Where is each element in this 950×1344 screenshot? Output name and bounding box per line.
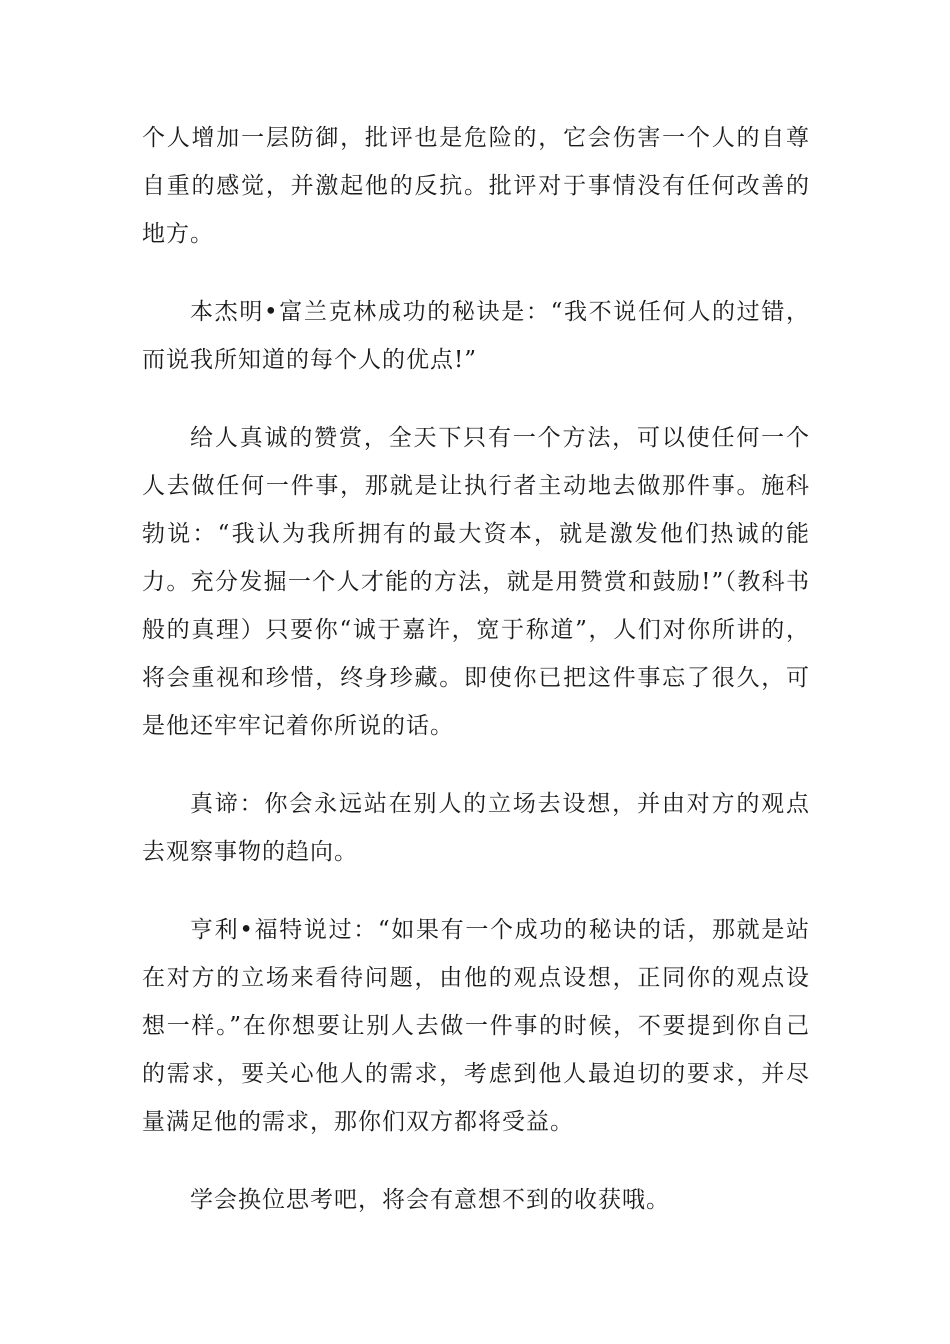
paragraph-ford-quote: 亨利•福特说过：“如果有一个成功的秘诀的话，那就是站在对方的立场来看待问题，由他的观点设想，正同你的观点设想一样。”在你想要让别人去做一件事的时候，不要提到你自己的需求，要关心他人的需求，考虑到他人最迫切的要求，并尽量满足他的需求，那你们双方都将受益。	[142, 917, 810, 1135]
paragraph-franklin-quote: 本杰明•富兰克林成功的秘诀是：“我不说任何人的过错，而说我所知道的每个人的优点!”	[142, 299, 810, 373]
paragraph-true-meaning: 真谛：你会永远站在别人的立场去设想，并由对方的观点去观察事物的趋向。	[142, 791, 810, 865]
document-body	[142, 114, 810, 1254]
paragraph-criticism: 个人增加一层防御，批评也是危险的，它会伤害一个人的自尊自重的感觉，并激起他的反抗。批评对于事情没有任何改善的地方。	[142, 125, 810, 247]
paragraph-conclusion: 学会换位思考吧，将会有意想不到的收获哦。	[190, 1187, 670, 1213]
paragraph-sincere-praise: 给人真诚的赞赏，全天下只有一个方法，可以使任何一个人去做任何一件事，那就是让执行者主动地去做那件事。施科勃说：“我认为我所拥有的最大资本，就是激发他们热诚的能力。充分发掘一个人才能的方法，就是用赞赏和鼓励!”（教科书般的真理）只要你“诚于嘉许，宽于称道”，人们对你所讲的，将会重视和珍惜，终身珍藏。即使你已把这件事忘了很久，可是他还牢牢记着你所说的话。	[142, 425, 810, 739]
